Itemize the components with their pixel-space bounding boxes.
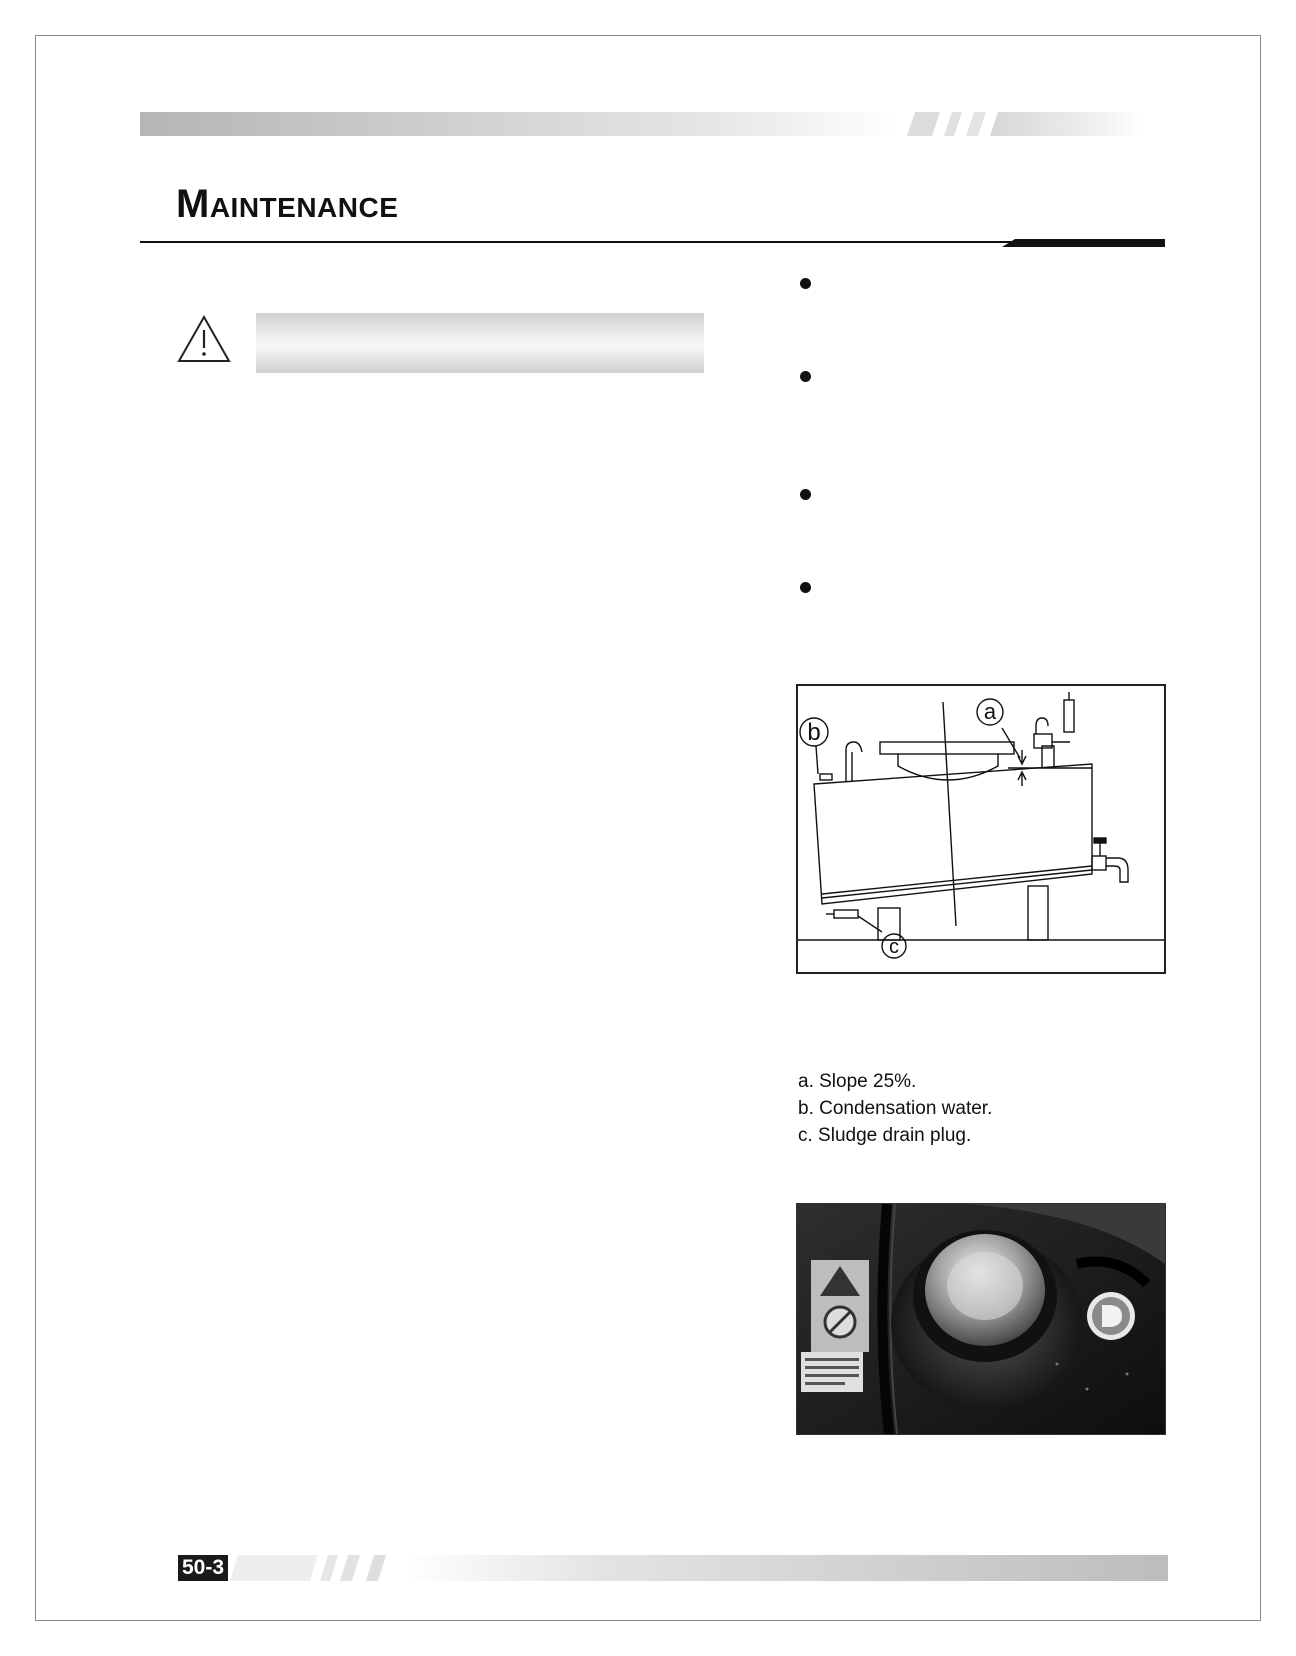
tank-drawing bbox=[798, 686, 1164, 972]
label-b: b bbox=[807, 719, 821, 746]
bullet-dot-icon bbox=[800, 278, 811, 289]
label-c: c bbox=[889, 936, 899, 958]
page-number: 50-3 bbox=[178, 1555, 228, 1581]
diagram-legend bbox=[798, 1068, 992, 1149]
legend-item-c: c. Sludge drain plug. bbox=[798, 1125, 972, 1146]
warning-banner bbox=[256, 313, 704, 373]
legend-item-a: a. Slope 25%. bbox=[798, 1071, 917, 1092]
label-a: a bbox=[983, 699, 997, 724]
bullet-dot-icon bbox=[800, 371, 811, 382]
footer-band bbox=[178, 1555, 1168, 1581]
header-band bbox=[140, 112, 1140, 136]
bullet-dot-icon bbox=[800, 582, 811, 593]
legend-item-b: b. Condensation water. bbox=[798, 1098, 993, 1119]
tank-diagram bbox=[796, 684, 1166, 974]
page-title: Maintenance bbox=[176, 182, 399, 226]
title-rule bbox=[140, 239, 1165, 247]
warning-triangle-icon bbox=[176, 314, 232, 364]
bullet-dot-icon bbox=[800, 489, 811, 500]
fuel-cap-photo bbox=[796, 1203, 1166, 1435]
fuel-cap-image bbox=[797, 1204, 1165, 1434]
